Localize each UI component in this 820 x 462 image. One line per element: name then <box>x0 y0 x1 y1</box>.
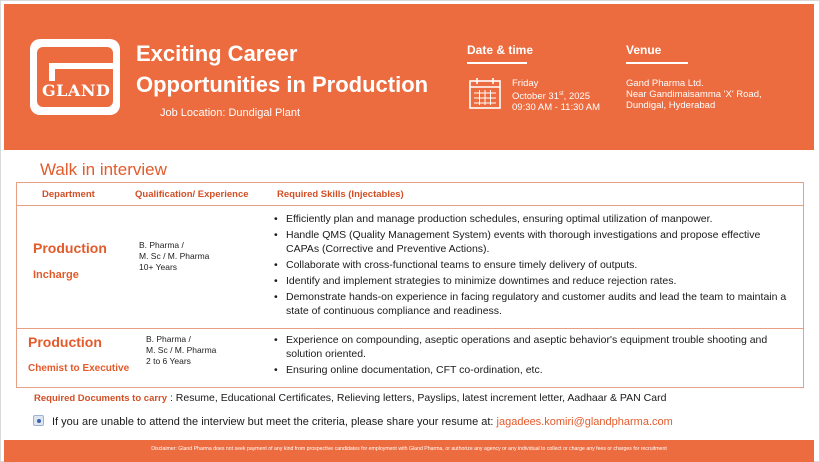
resume-email-link[interactable]: jagadees.komiri@glandpharma.com <box>496 416 673 428</box>
event-date-time <box>512 78 600 113</box>
logo-text: GLAND <box>42 81 111 100</box>
row1-department-sub: Incharge <box>33 269 79 281</box>
list-item <box>274 212 794 226</box>
bullet-icon: • <box>274 334 278 346</box>
row1-qual-line-3: 10+ Years <box>139 262 178 272</box>
bullet-icon: • <box>274 229 278 241</box>
date-heading-underline <box>467 62 527 64</box>
date-time-heading-label: Date & time <box>467 43 534 57</box>
title-line-1: Exciting Career <box>136 41 298 66</box>
row2-department-sub: Chemist to Executive <box>28 363 130 374</box>
skill-text: Collaborate with cross-functional teams to ensure timely delivery of outputs. <box>286 259 638 271</box>
skill-text: Handle QMS (Quality Management System) events with thorough investigations and propose effective CAPAs (Corrective and Preventive Actions). <box>286 229 761 255</box>
row2-qual-line-3: 2 to 6 Years <box>146 356 191 366</box>
skill-text: Identify and implement strategies to minimize downtimes and reduce rejection rates. <box>286 275 677 287</box>
logo-mark <box>49 63 113 69</box>
event-date-main: October 31 <box>512 91 559 103</box>
venue-heading-label: Venue <box>626 43 662 57</box>
row1-qual-line-1: B. Pharma / <box>139 240 184 250</box>
bullet-icon: • <box>274 259 278 271</box>
row1-qual-line-2: M. Sc / M. Pharma <box>139 251 210 261</box>
venue-heading <box>626 43 688 64</box>
skill-text: Efficiently plan and manage production schedules, ensuring optimal utilization of manpower. <box>286 213 713 225</box>
bullet-icon: • <box>274 291 278 303</box>
row1-department: Production <box>33 240 107 256</box>
row2-skills-list <box>274 333 794 379</box>
bullet-icon: • <box>274 275 278 287</box>
venue-heading-underline <box>626 62 688 64</box>
skill-text: Demonstrate hands-on experience in facing regulatory and customer audits and lead the team to maintain a state of continuous compliance and readiness. <box>286 291 787 317</box>
venue-line-2: Near Gandimaisamma 'X' Road, <box>626 89 762 100</box>
row2-qual-line-2: M. Sc / M. Pharma <box>146 345 217 355</box>
job-location: Job Location: Dundigal Plant <box>160 107 301 119</box>
column-header-qualification: Qualification/ Experience <box>135 189 249 200</box>
list-item <box>274 258 794 272</box>
gland-logo <box>30 39 120 115</box>
required-documents-text: : Resume, Educational Certificates, Relieving letters, Payslips, latest increment letter, Aadhaar & PAN Card <box>167 392 667 404</box>
event-date-suffix: st <box>559 91 564 97</box>
skill-text: Ensuring online documentation, CFT co-ordination, etc. <box>286 364 543 376</box>
list-item <box>274 333 794 361</box>
bullet-icon: • <box>274 213 278 225</box>
venue-address <box>626 78 762 111</box>
list-item <box>274 363 794 377</box>
column-header-department: Department <box>42 189 95 200</box>
page-title <box>136 38 428 100</box>
row-divider <box>16 328 804 329</box>
logo-mark-stem <box>49 63 55 81</box>
event-time: 09:30 AM - 11:30 AM <box>512 102 601 114</box>
list-item <box>274 274 794 288</box>
bullet-icon: • <box>274 364 278 376</box>
event-date <box>512 89 600 102</box>
row1-qualification <box>139 240 209 273</box>
logo-background <box>37 47 113 107</box>
row2-qualification <box>146 334 216 367</box>
header-divider <box>16 205 804 206</box>
row1-skills-list <box>274 212 794 320</box>
resume-note-text: If you are unable to attend the interview but meet the criteria, please share your resume at: <box>52 416 497 428</box>
event-day: Friday <box>512 78 539 89</box>
date-time-heading <box>467 43 533 64</box>
footer-banner <box>4 440 814 462</box>
info-icon <box>33 415 44 426</box>
required-documents <box>34 392 666 404</box>
resume-note <box>52 416 673 428</box>
row2-department: Production <box>28 334 102 350</box>
list-item <box>274 290 794 318</box>
disclaimer-text: Disclaimer: Gland Pharma does not seek payment of any kind from prospective candidates for employment with Gland Pharma, or authorize any agency or any individual to collect or charge any fees or charges for recruitment <box>151 446 667 452</box>
row2-qual-line-1: B. Pharma / <box>146 334 191 344</box>
venue-line-3: Dundigal, Hyderabad <box>626 100 716 111</box>
required-documents-label: Required Documents to carry <box>34 393 168 404</box>
skill-text: Experience on compounding, aseptic operations and aseptic behavior's equipment trouble shooting and solution oriented. <box>286 334 768 360</box>
event-date-year: , 2025 <box>563 91 591 103</box>
walk-in-heading: Walk in interview <box>40 160 167 179</box>
column-header-skills: Required Skills (Injectables) <box>277 189 404 200</box>
title-line-2: Opportunities in Production <box>136 72 429 97</box>
calendar-icon <box>468 76 502 110</box>
list-item <box>274 228 794 256</box>
venue-line-1: Gand Pharma Ltd. <box>626 78 704 89</box>
